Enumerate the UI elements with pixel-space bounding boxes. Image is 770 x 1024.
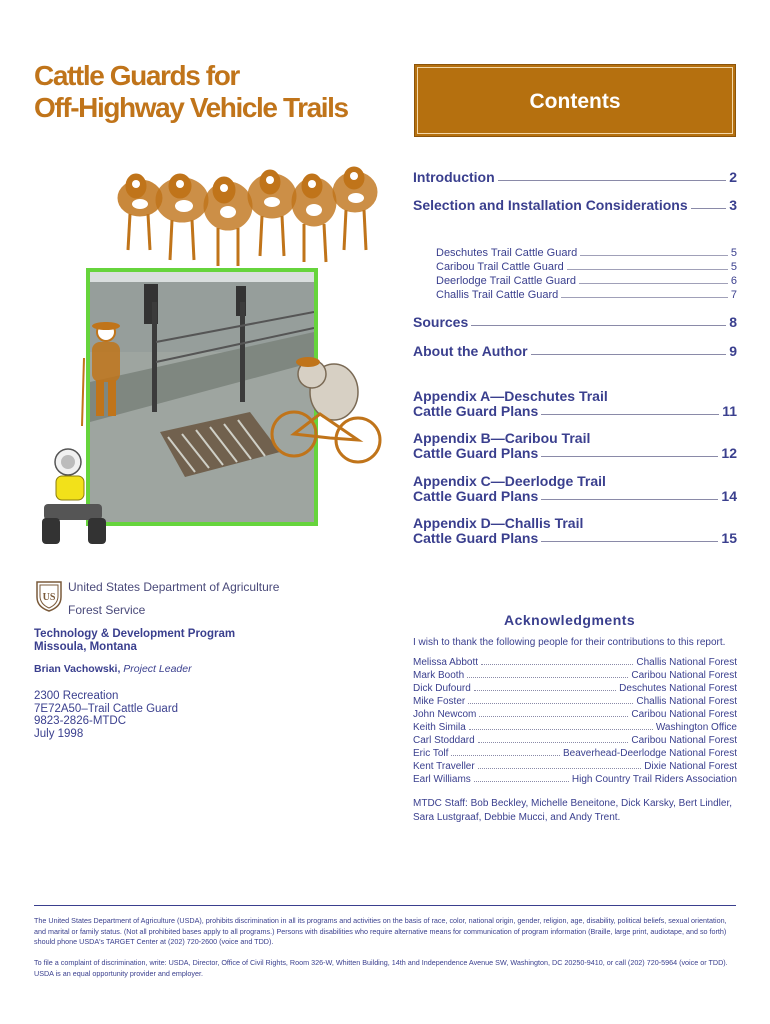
toc-sub-list: [436, 245, 737, 301]
toc-item-selection[interactable]: Selection and Installation Considerations 3: [413, 197, 737, 213]
ack-name: Kent Traveller: [413, 761, 475, 772]
ack-row: [413, 746, 737, 759]
mtdc-staff: [413, 797, 732, 824]
toc-appendix-list: [413, 389, 737, 558]
ack-affiliation: Caribou National Forest: [631, 735, 737, 746]
ack-row: [413, 772, 737, 785]
toc-item-introduction[interactable]: Introduction 2: [413, 169, 737, 185]
acknowledgments-intro: I wish to thank the following people for their contributions to this report.: [413, 637, 726, 648]
program-name: Technology & Development Program: [34, 628, 236, 640]
toc-main-list: [413, 170, 737, 213]
toc-appendix-b[interactable]: Appendix B—Caribou Trail Cattle Guard Plans 12: [413, 430, 737, 461]
hiker-illustration: [78, 318, 134, 430]
ack-row: [413, 655, 737, 668]
ack-affiliation: Beaverhead-Deerlodge National Forest: [563, 748, 737, 759]
ack-name: John Newcom: [413, 709, 477, 720]
contents-heading: Contents: [529, 90, 621, 113]
ack-name: Earl Williams: [413, 774, 471, 785]
ack-row: [413, 759, 737, 772]
ack-affiliation: Challis National Forest: [636, 657, 737, 668]
ack-affiliation: Caribou National Forest: [631, 709, 737, 720]
title-line-2: Off-Highway Vehicle Trails: [34, 92, 348, 123]
acknowledgments-list: [413, 655, 737, 785]
mtdc-staff-line-1: MTDC Staff: Bob Beckley, Michelle Beneitone, Dick Karsky, Bert Lindler,: [413, 798, 733, 809]
pub-line-date: July 1998: [34, 727, 84, 740]
ack-row: [413, 668, 737, 681]
ack-name: Melissa Abbott: [413, 657, 479, 668]
svg-text:US: US: [42, 592, 56, 603]
toc-subitem-deerlodge[interactable]: Deerlodge Trail Cattle Guard 6: [436, 275, 737, 287]
ack-affiliation: Dixie National Forest: [644, 761, 737, 772]
toc-appendix-d[interactable]: Appendix D—Challis Trail Cattle Guard Plans 15: [413, 515, 737, 546]
toc-appendix-c[interactable]: Appendix C—Deerlodge Trail Cattle Guard Plans 14: [413, 473, 737, 504]
title-line-1: Cattle Guards for: [34, 60, 239, 91]
project-leader: [34, 663, 192, 675]
ack-name: Eric Tolf: [413, 748, 449, 759]
program-location: Missoula, Montana: [34, 641, 137, 653]
ack-affiliation: Deschutes National Forest: [619, 683, 737, 694]
ack-name: Mike Foster: [413, 696, 466, 707]
ack-affiliation: Challis National Forest: [636, 696, 737, 707]
ack-row: [413, 681, 737, 694]
toc-item-about-author[interactable]: About the Author 9: [413, 343, 737, 359]
toc-subitem-challis[interactable]: Challis Trail Cattle Guard 7: [436, 289, 737, 301]
ack-row: [413, 694, 737, 707]
ack-affiliation: Washington Office: [655, 722, 737, 733]
cattle-herd-illustration: [100, 150, 386, 270]
ack-affiliation: High Country Trail Riders Association: [571, 774, 737, 785]
nondiscrimination-statement: The United States Department of Agriculture (USDA), prohibits discrimination in all its programs and activities on the basis of race, color, national origin, gender, religion, age, disability, political beliefs, sexual orientation, and marital or family status. (Not all prohibited bases apply to all programs.) Persons with disabilities who require alternative means for communication of program information (Braille, large print, audiotape, and so forth) should phone USDA's TARGET Center at (202) 720-2600 (voice and TDD).: [34, 916, 727, 946]
ack-name: Carl Stoddard: [413, 735, 475, 746]
publication-info: [34, 690, 178, 740]
footer-divider: [34, 905, 736, 906]
pub-line-report-number: 9823-2826-MTDC: [34, 715, 127, 727]
pub-line-project-number: 7E72A50–Trail Cattle Guard: [34, 702, 179, 715]
ack-name: Mark Booth: [413, 670, 465, 681]
leader-name: Brian Vachowski,: [34, 663, 121, 675]
ack-row: [413, 720, 737, 733]
forest-service-shield-icon: [34, 579, 64, 613]
toc-subitem-deschutes[interactable]: Deschutes Trail Cattle Guard 5: [436, 247, 737, 259]
ack-row: [413, 733, 737, 746]
ack-row: [413, 707, 737, 720]
complaint-statement: To file a complaint of discrimination, write: USDA, Director, Office of Civil Rights, Room 326-W, Whitten Building, 14th and Independence Avenue SW, Washington, DC 20250-9410, or call (202) 720-5964 (voice or TDD). USDA is an equal opportunity provider and employer.: [34, 958, 728, 978]
mtdc-staff-line-2: Sara Lustgraaf, Debbie Mucci, and Andy Trent.: [413, 811, 621, 823]
ack-name: Dick Dufourd: [413, 683, 471, 694]
contents-banner: [414, 64, 736, 137]
toc-subitem-caribou[interactable]: Caribou Trail Cattle Guard 5: [436, 261, 737, 273]
document-title: [34, 60, 394, 124]
program-block: [34, 628, 235, 654]
leader-title: Project Leader: [123, 663, 192, 675]
ack-name: Keith Simila: [413, 722, 466, 733]
toc-item-sources[interactable]: Sources 8: [413, 314, 737, 330]
pub-line-recreation: 2300 Recreation: [34, 690, 119, 702]
usda-department: United States Department of Agriculture: [68, 580, 280, 594]
toc-appendix-a[interactable]: Appendix A—Deschutes Trail Cattle Guard Plans 11: [413, 388, 737, 419]
bear-cyclist-illustration: [268, 352, 384, 470]
atv-rider-illustration: [38, 446, 112, 550]
acknowledgments-heading: Acknowledgments: [504, 612, 636, 628]
forest-service-label: Forest Service: [68, 603, 146, 617]
ack-affiliation: Caribou National Forest: [631, 670, 737, 681]
toc-later-list: [413, 315, 737, 359]
